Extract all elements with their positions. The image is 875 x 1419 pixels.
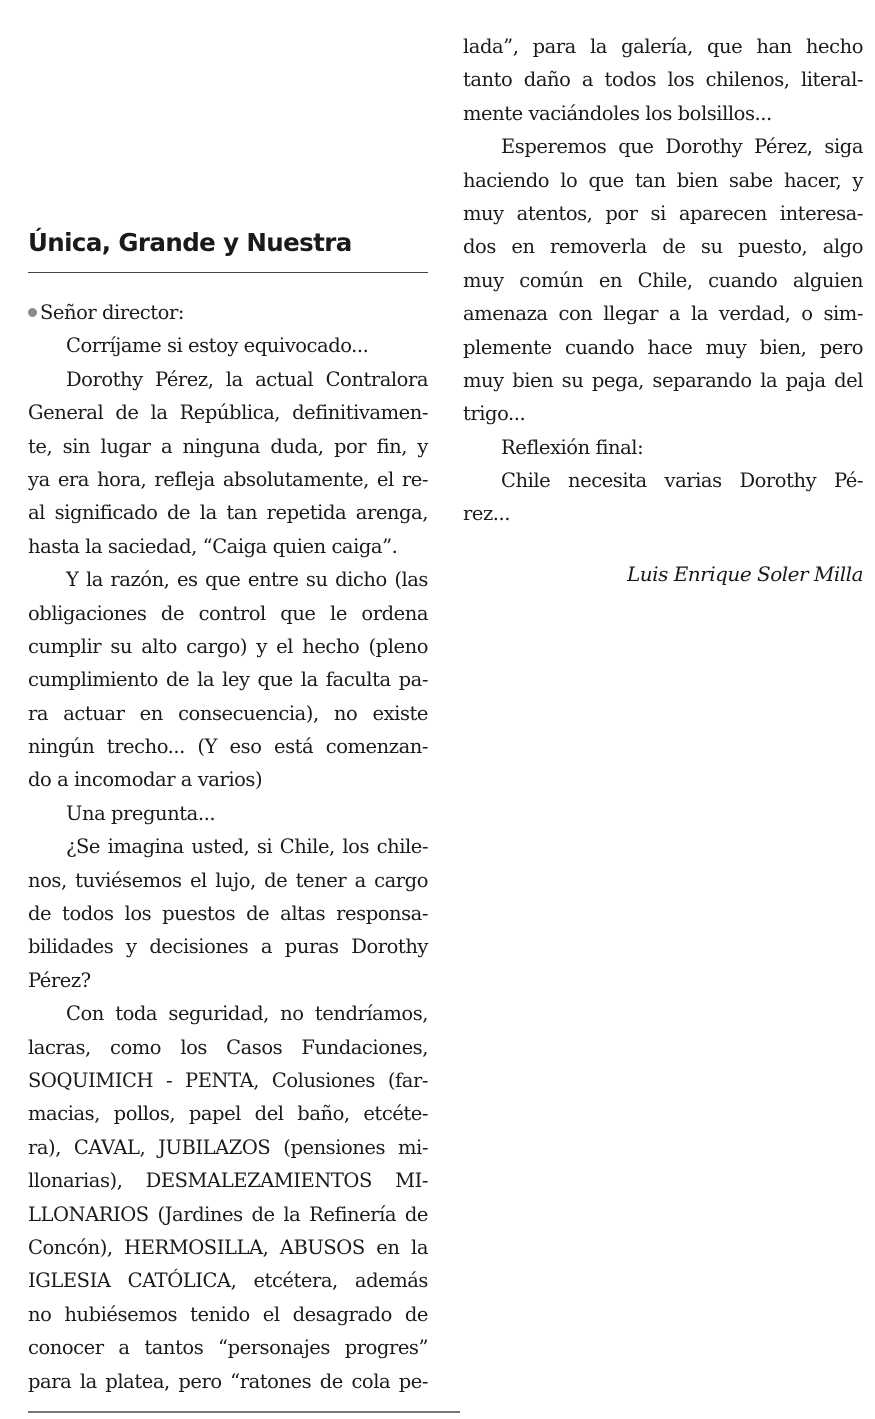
text-line: Corríjame si estoy equivocado... [66, 334, 369, 358]
bullet-icon [28, 308, 37, 317]
text-line: al significado de la tan repetida arenga, [28, 501, 428, 525]
text-line: no hubiésemos tenido el desagrado de [28, 1302, 428, 1326]
text-line: muy común en Chile, cuando alguien [463, 268, 863, 292]
bottom-divider [28, 1411, 460, 1413]
article-headline: Única, Grande y Nuestra [28, 228, 352, 257]
text-line: trigo... [463, 402, 526, 426]
text-line: Concón), HERMOSILLA, ABUSOS en la [28, 1235, 428, 1259]
text-line: conocer a tantos “personajes progres” [28, 1336, 428, 1360]
text-line: obligaciones de control que le ordena [28, 601, 428, 625]
text-line: IGLESIA CATÓLICA, etcétera, además [28, 1269, 428, 1293]
text-line: ¿Se imagina usted, si Chile, los chile- [66, 835, 428, 859]
text-line: General de la República, definitivamen- [28, 401, 428, 425]
text-line: SOQUIMICH - PENTA, Colusiones (far- [28, 1068, 428, 1092]
text-line: plemente cuando hace muy bien, pero [463, 335, 863, 359]
text-line: dos en removerla de su puesto, algo [463, 235, 863, 259]
text-line: tanto daño a todos los chilenos, literal- [463, 68, 863, 92]
text-line: Pérez? [28, 968, 91, 992]
text-line: lacras, como los Casos Fundaciones, [28, 1035, 428, 1059]
left-column [28, 0, 428, 1419]
text-line: macias, pollos, papel del baño, etcéte- [28, 1102, 428, 1126]
text-line: do a incomodar a varios) [28, 768, 263, 792]
right-column-text [463, 30, 863, 531]
text-line: mente vaciándoles los bolsillos... [463, 101, 772, 125]
text-line: muy bien su pega, separando la paja del [463, 368, 863, 392]
text-line: ya era hora, refleja absolutamente, el re- [28, 467, 428, 491]
author-signature: Luis Enrique Soler Milla [627, 562, 863, 586]
headline-divider [28, 272, 428, 273]
text-line: haciendo lo que tan bien sabe hacer, y [463, 168, 863, 192]
text-line: LLONARIOS (Jardines de la Refinería de [28, 1202, 428, 1226]
text-line: cumplimiento de la ley que la faculta pa- [28, 668, 428, 692]
text-line: Dorothy Pérez, la actual Contralora [66, 367, 428, 391]
left-column-text [28, 296, 428, 1398]
text-line: rez... [463, 502, 511, 526]
text-line: Chile necesita varias Dorothy Pé- [501, 469, 863, 493]
text-line: muy atentos, por si aparecen interesa- [463, 201, 863, 225]
text-line: lada”, para la galería, que han hecho [463, 35, 863, 58]
text-line: para la platea, pero “ratones de cola pe- [28, 1369, 428, 1393]
text-line: te, sin lugar a ninguna duda, por fin, y [28, 434, 428, 458]
text-line: ra), CAVAL, JUBILAZOS (pensiones mi- [28, 1135, 428, 1159]
text-line: nos, tuviésemos el lujo, de tener a cargo [28, 868, 428, 892]
text-line: Esperemos que Dorothy Pérez, siga [501, 135, 863, 159]
text-line: llonarias), DESMALEZAMIENTOS MI- [28, 1169, 428, 1193]
salutation-line [28, 296, 428, 329]
text-line: cumplir su alto cargo) y el hecho (pleno [28, 634, 428, 658]
text-line: hasta la saciedad, “Caiga quien caiga”. [28, 534, 398, 558]
salutation: Señor director: [40, 301, 184, 324]
text-line: Una pregunta... [66, 801, 216, 825]
text-line: ra actuar en consecuencia), no existe [28, 701, 428, 725]
text-line: bilidades y decisiones a puras Dorothy [28, 935, 428, 959]
text-line: ningún trecho... (Y eso está comenzan- [28, 735, 428, 759]
text-line: de todos los puestos de altas responsa- [28, 902, 428, 926]
text-line: Reflexión final: [501, 435, 644, 459]
text-line: Y la razón, es que entre su dicho (las [66, 568, 428, 592]
text-line: amenaza con llegar a la verdad, o sim- [463, 302, 863, 326]
text-line: Con toda seguridad, no tendríamos, [66, 1002, 428, 1026]
